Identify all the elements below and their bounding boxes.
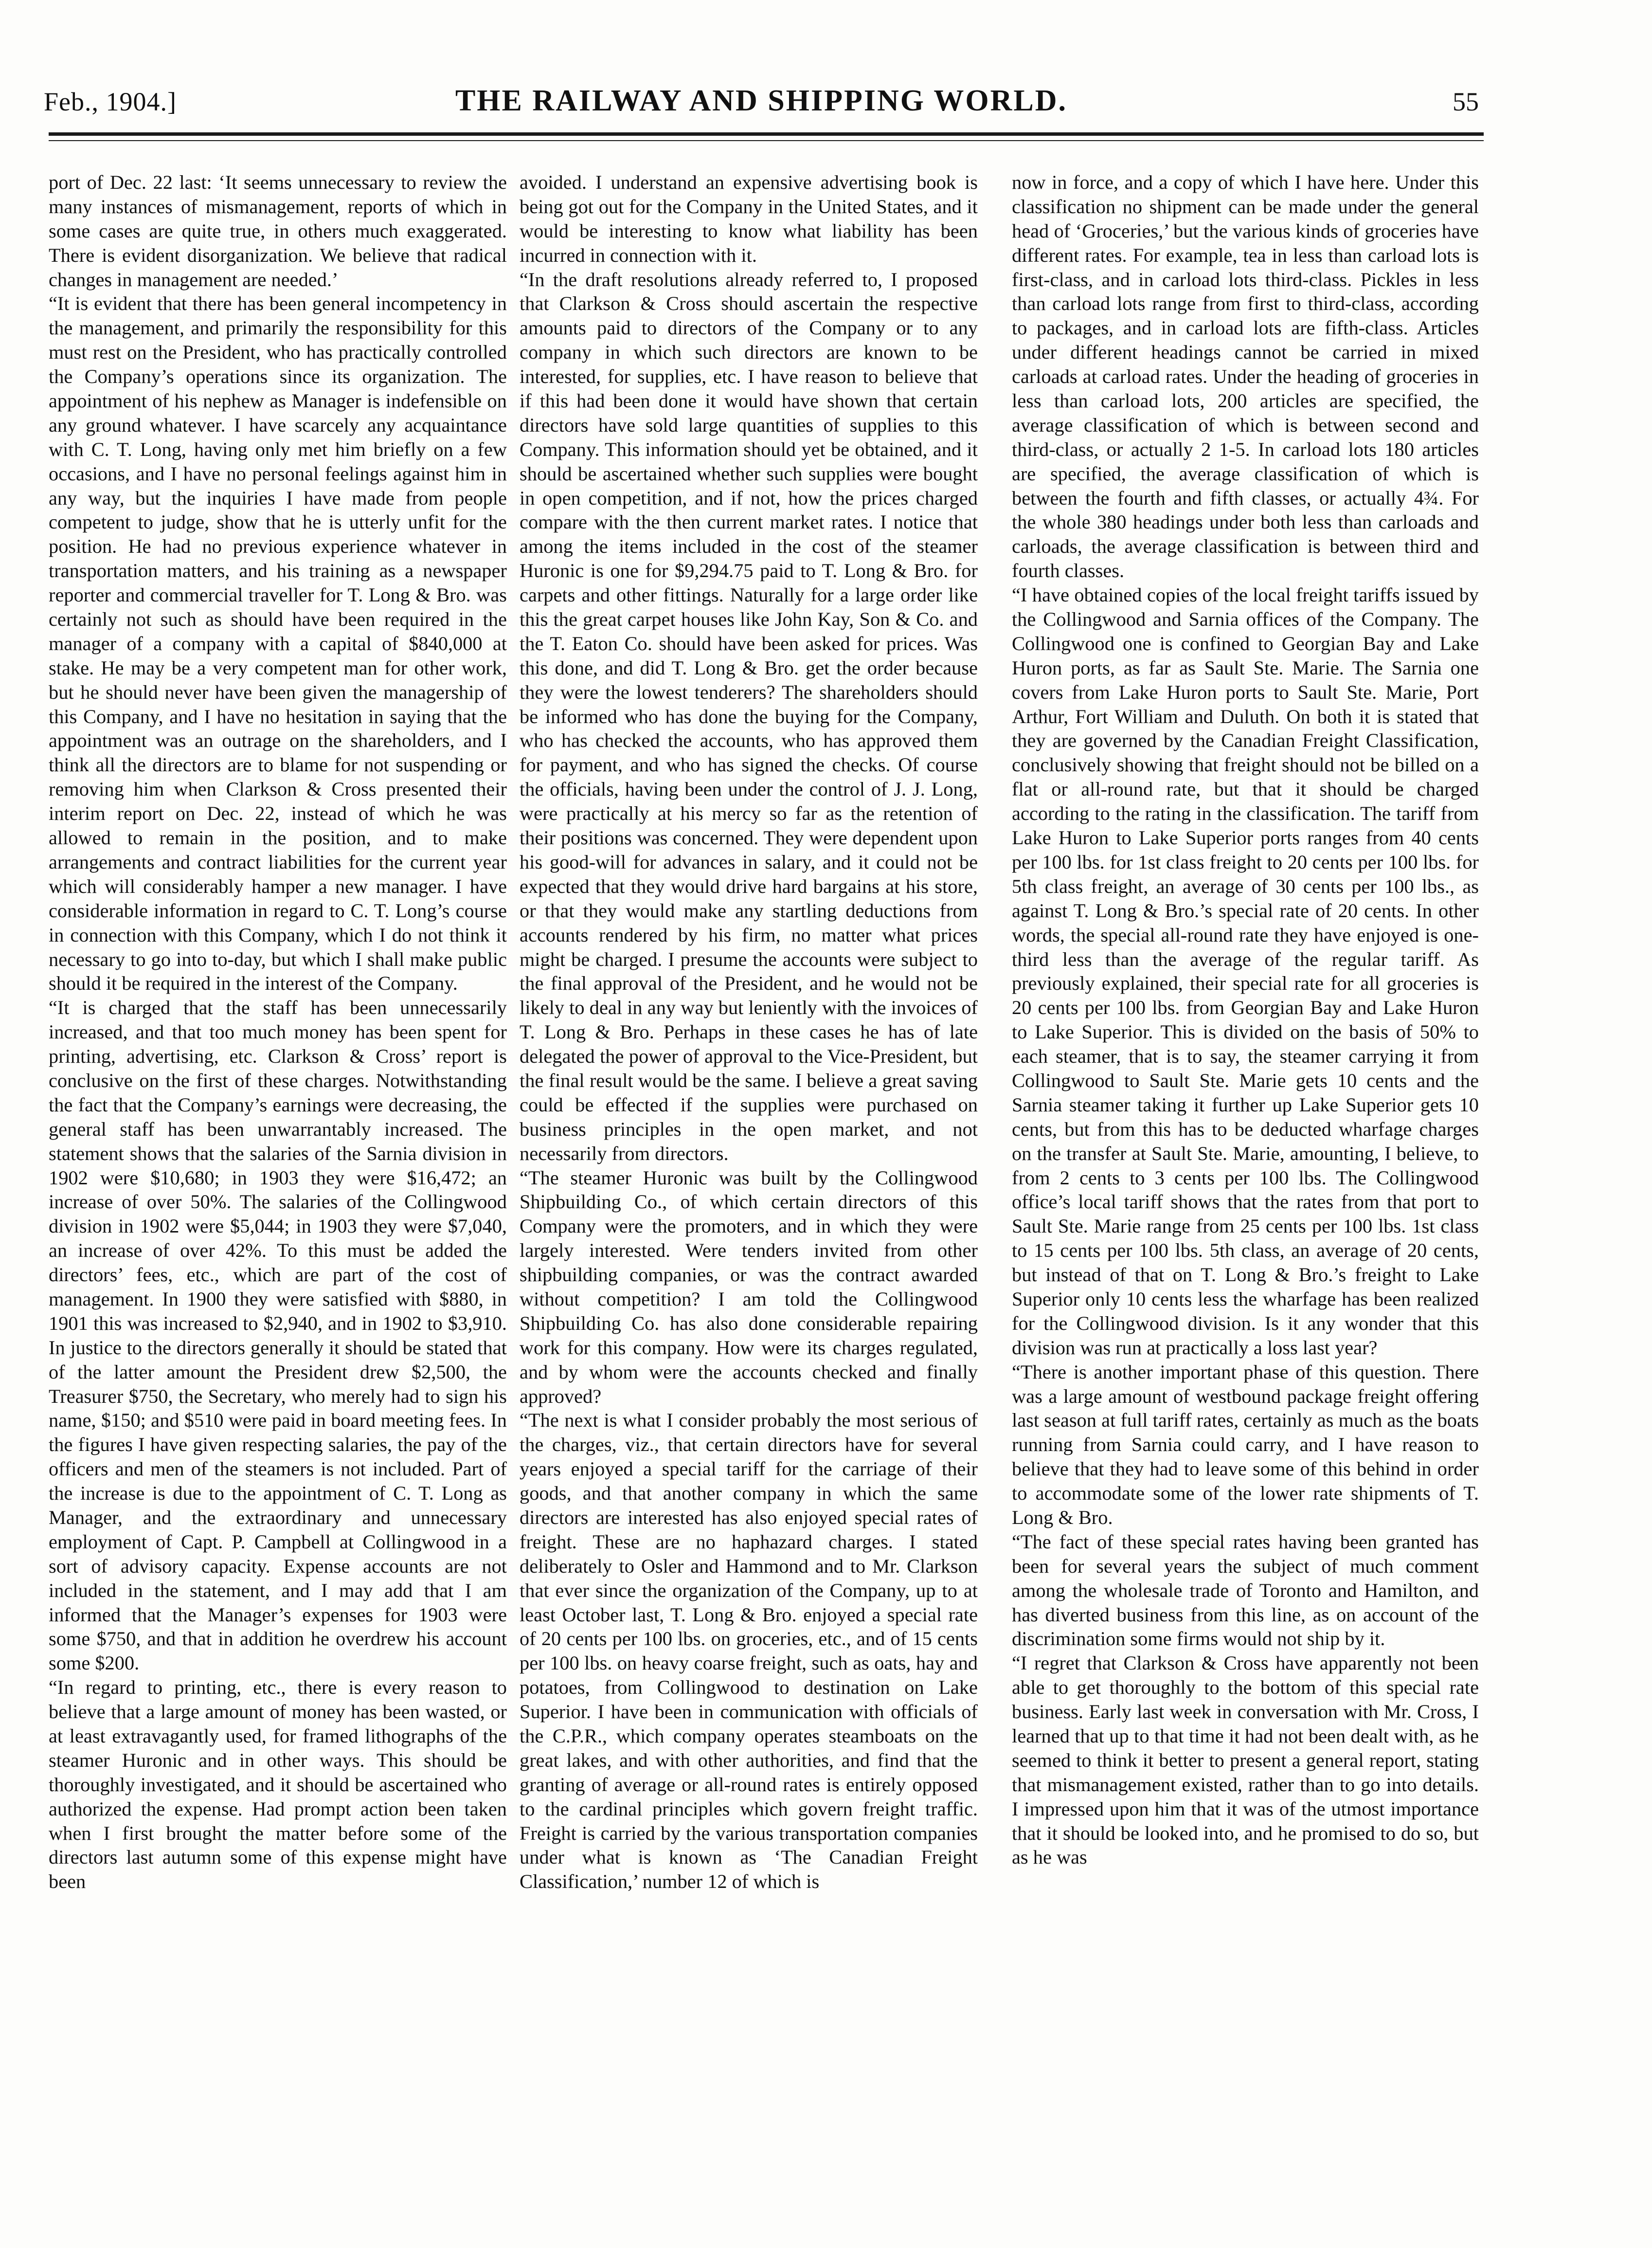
paragraph: “The steamer Huronic was built by the Collingwood Shipbuilding Co., of which certain directors of this Company were the promoters, and in which they were largely interested. Were tenders invited from other shipbuilding companies, or was the contract awarded without competition? I am told the Collingwood Shipbuilding Co. has also done considerable repairing work for this company. How were its charges regulated, and by whom were the accounts checked and finally approved? [520, 1166, 978, 1407]
header-rule-thin [49, 140, 1484, 141]
header-rule-thick [49, 132, 1484, 136]
paragraph: “The next is what I consider probably the most serious of the charges, viz., that certain directors have for several years enjoyed a special tariff for the carriage of their goods, and that another company in which the same directors are interested has also enjoyed special rates of freight. These are no haphazard charges. I stated deliberately to Osler and Hammond and to Mr. Clarkson that ever since the organization of the Company, up to at least October last, T. Long & Bro. enjoyed a special rate of 20 cents per 100 lbs. on groceries, etc., and of 15 cents per 100 lbs. on heavy coarse freight, such as oats, hay and potatoes, from Collingwood to destination on Lake Superior. I have been in communication with officials of the C.P.R., which company operates steamboats on the great lakes, and with other authorities, and find that the granting of average or all-round rates is entirely opposed to the cardinal principles which govern freight traffic. Freight is carried by the various transportation companies under what is known as ‘The Canadian Freight Classification,’ number 12 of which is [520, 1409, 978, 1893]
page-header [44, 73, 1479, 127]
paragraph: port of Dec. 22 last: ‘It seems unnecessary to review the many instances of mismanagement, reports of which in some cases are quite true, in others much exaggerated. There is evident disorganization. We believe that radical changes in management are needed.’ [49, 171, 507, 290]
paragraph: “I regret that Clarkson & Cross have apparently not been able to get thoroughly to the bottom of this special rate business. Early last week in conversation with Mr. Cross, I learned that up to that time it had not been dealt with, as he seemed to think it better to present a general report, stating that mismanagement existed, rather than to go into details. I impressed upon him that it was of the utmost importance that it should be looked into, and he promised to do so, but as he was [1012, 1652, 1479, 1868]
paragraph: “The fact of these special rates having been granted has been for several years the subject of much comment among the wholesale trade of Toronto and Hamilton, and has diverted business from this line, as on account of the discrimination some firms would not ship by it. [1012, 1530, 1479, 1650]
paragraph: “It is evident that there has been general incompetency in the management, and primarily the responsibility for this must rest on the President, who has practically controlled the Company’s operations since its organization. The appointment of his nephew as Manager is indefensible on any ground whatever. I have scarcely any acquaintance with C. T. Long, having only met him briefly on a few occasions, and I have no personal feelings against him in any way, but the inquiries I have made from people competent to judge, show that he is utterly unfit for the position. He had no previous experience whatever in transportation matters, and his training as a newspaper reporter and commercial traveller for T. Long & Bro. was certainly not such as should have been required in the manager of a company with a capital of $840,000 at stake. He may be a very competent man for other work, but he should never have been given the managership of this Company, and I have no hesitation in saying that the appointment was an outrage on the shareholders, and I think all the directors are to blame for not suspending or removing him when Clarkson & Cross presented their interim report on Dec. 22, instead of which he was allowed to remain in the position, and to make arrangements and contract liabilities for the current year which will considerably hamper a new manager. I have considerable information in regard to C. T. Long’s course in connection with this Company, which I do not think it necessary to go into to-day, but which I shall make public should it be required in the interest of the Company. [49, 292, 507, 995]
text-column-1 [49, 170, 507, 2156]
text-column-3 [1012, 170, 1479, 2156]
paragraph: “It is charged that the staff has been unnecessarily increased, and that too much money has been spent for printing, advertising, etc. Clarkson & Cross’ report is conclusive on the first of these charges. Notwithstanding the fact that the Company’s earnings were decreasing, the general staff has been unwarrantably increased. The statement shows that the salaries of the Sarnia division in 1902 were $10,680; in 1903 they were $16,472; an increase of over 50%. The salaries of the Collingwood division in 1902 were $5,044; in 1903 they were $7,040, an increase of over 42%. To this must be added the directors’ fees, etc., which are part of the cost of management. In 1900 they were satisfied with $880, in 1901 this was increased to $2,940, and in 1902 to $3,910. In justice to the directors generally it should be stated that of the latter amount the President drew $2,500, the Treasurer $750, the Secretary, who merely had to sign his name, $150; and $510 were paid in board meeting fees. In the figures I have given respecting salaries, the pay of the officers and men of the steamers is not included. Part of the increase is due to the appointment of C. T. Long as Manager, and the extraordinary and unnecessary employment of Capt. P. Campbell at Collingwood in a sort of advisory capacity. Expense accounts are not included in the statement, and I may add that I am informed that the Manager’s expenses for 1903 were some $750, and that in addition he overdrew his account some $200. [49, 997, 507, 1674]
issue-date: Feb., 1904.] [44, 87, 177, 116]
paragraph: now in force, and a copy of which I have here. Under this classification no shipment can be made under the general head of ‘Groceries,’ but the various kinds of groceries have different rates. For example, tea in less than carload lots is first-class, and in carload lots third-class. Pickles in less than carload lots range from first to third-class, according to packages, and in carload lots are fifth-class. Articles under different headings cannot be carried in mixed carloads at carload rates. Under the heading of groceries in less than carload lots, 200 articles are specified, the average classification of which is between second and third-class, or actually 2 1-5. In carload lots 180 articles are specified, the average classification of which is between the fourth and fifth classes, or actually 4¾. For the whole 380 headings under both less than carloads and carloads, the average classification is between third and fourth classes. [1012, 171, 1479, 582]
paragraph: “There is another important phase of this question. There was a large amount of westbound package freight offering last season at full tariff rates, certainly as much as the boats running from Sarnia could carry, and I have reason to believe that they had to leave some of this behind in order to accommodate some of the lower rate shipments of T. Long & Bro. [1012, 1360, 1479, 1528]
paragraph: “I have obtained copies of the local freight tariffs issued by the Collingwood and Sarnia offices of the Company. The Collingwood one is confined to Georgian Bay and Lake Huron ports, as far as Sault Ste. Marie. The Sarnia one covers from Lake Huron ports to Sault Ste. Marie, Port Arthur, Fort William and Duluth. On both it is stated that they are governed by the Canadian Freight Classification, conclusively showing that freight should not be billed on a flat or all-round rate, but that it should be charged according to the rating in the classification. The tariff from Lake Huron to Lake Superior ports ranges from 40 cents per 100 lbs. for 1st class freight to 20 cents per 100 lbs. for 5th class freight, an average of 30 cents per 100 lbs., as against T. Long & Bro.’s special rate of 20 cents. In other words, the special all-round rate they have enjoyed is one-third less than the average of the regular tariff. As previously explained, their special rate for all groceries is 20 cents per 100 lbs. from Georgian Bay and Lake Huron to Lake Superior. This is divided on the basis of 50% to each steamer, that is to say, the steamer carrying it from Collingwood to Sault Ste. Marie gets 10 cents and the Sarnia steamer taking it further up Lake Superior gets 10 cents, but from this has to be deducted wharfage charges on the transfer at Sault Ste. Marie, amounting, I believe, to from 2 cents to 3 cents per 100 lbs. The Collingwood office’s local tariff shows that the rates from that port to Sault Ste. Marie range from 25 cents per 100 lbs. 1st class to 15 cents per 100 lbs. 5th class, an average of 20 cents, but instead of that on T. Long & Bro.’s freight to Lake Superior only 10 cents less the wharfage has been realized for the Collingwood division. Is it any wonder that this division was run at practically a loss last year? [1012, 584, 1479, 1359]
page-number: 55 [1453, 87, 1479, 116]
paragraph: avoided. I understand an expensive advertising book is being got out for the Company in the United States, and it would be interesting to know what liability has been incurred in connection with it. [520, 171, 978, 266]
publication-title: THE RAILWAY AND SHIPPING WORLD. [455, 84, 1068, 117]
paragraph: “In regard to printing, etc., there is every reason to believe that a large amount of money has been wasted, or at least extravagantly used, for framed lithographs of the steamer Huronic and in other ways. This should be thoroughly investigated, and it should be ascertained who authorized the expense. Had prompt action been taken when I first brought the matter before some of the directors last autumn some of this expense might have been [49, 1676, 507, 1893]
paragraph: “In the draft resolutions already referred to, I proposed that Clarkson & Cross should ascertain the respective amounts paid to directors of the Company or to any company in which such directors are known to be interested, for supplies, etc. I have reason to believe that if this had been done it would have shown that certain directors have sold large quantities of supplies to this Company. This information should yet be obtained, and it should be ascertained whether such supplies were bought in open competition, and if not, how the prices charged compare with the then current market rates. I notice that among the items included in the cost of the steamer Huronic is one for $9,294.75 paid to T. Long & Bro. for carpets and other fittings. Naturally for a large order like this the great carpet houses like John Kay, Son & Co. and the T. Eaton Co. should have been asked for prices. Was this done, and did T. Long & Bro. get the order because they were the lowest tenderers? The shareholders should be informed who has done the buying for the Company, who has checked the accounts, who has approved them for payment, and who has signed the checks. Of course the officials, having been under the control of J. J. Long, were practically at his mercy so far as the retention of their positions was concerned. They were dependent upon his good-will for advances in salary, and it could not be expected that they would drive hard bargains at his store, or that they would make any startling deductions from accounts rendered by his firm, no matter what prices might be charged. I presume the accounts were subject to the final approval of the President, and he would not be likely to deal in any way but leniently with the invoices of T. Long & Bro. Perhaps in these cases he has of late delegated the power of approval to the Vice-President, but the final result would be the same. I believe a great saving could be effected if the supplies were purchased on business principles in the open market, and not necessarily from directors. [520, 268, 978, 1164]
text-column-2 [520, 170, 978, 2156]
